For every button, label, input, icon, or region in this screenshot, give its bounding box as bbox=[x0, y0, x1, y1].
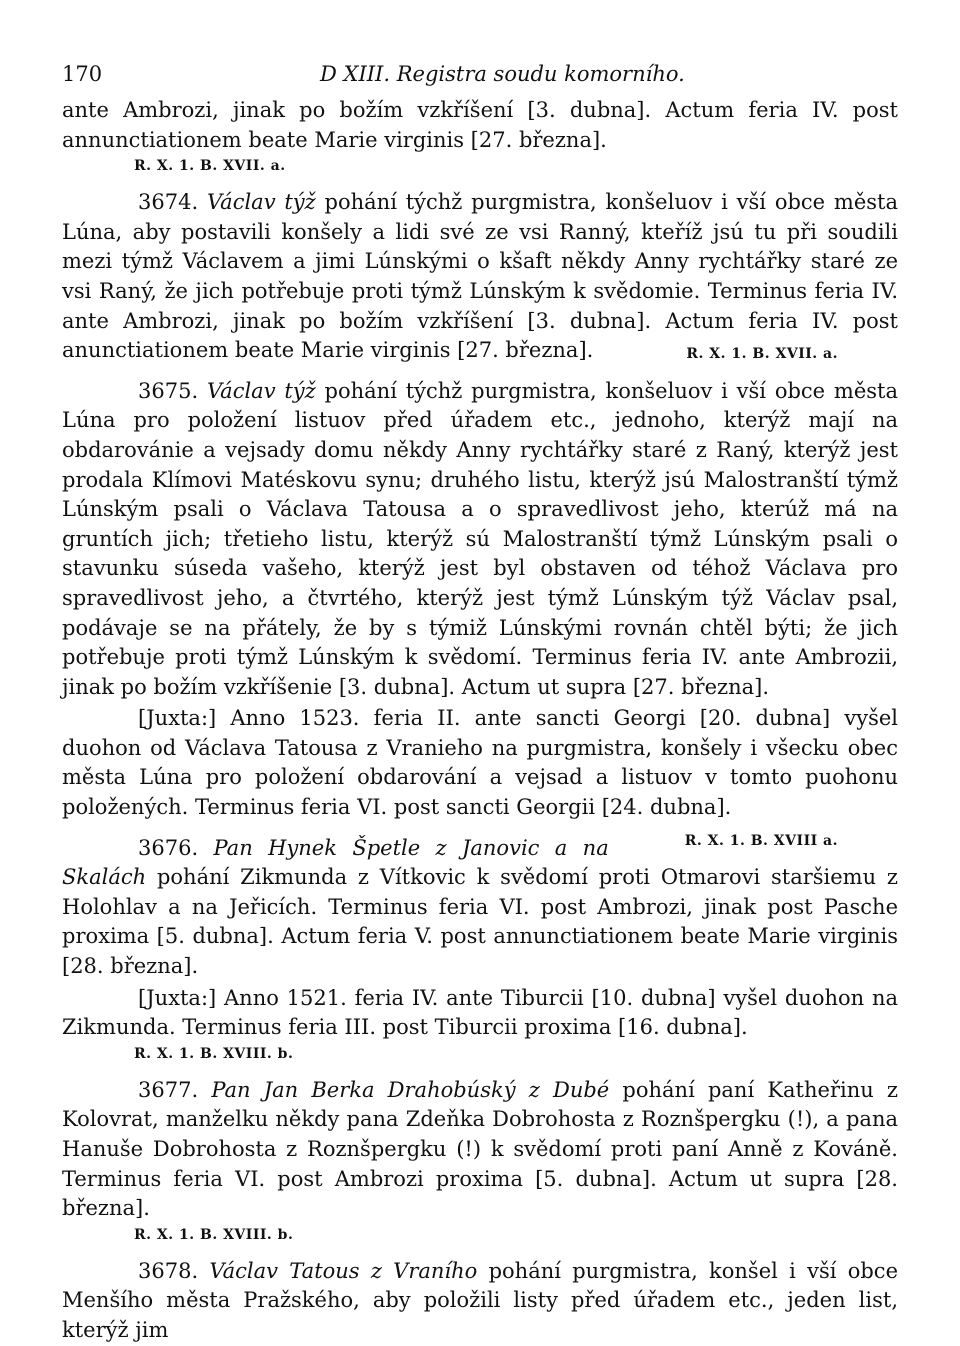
source-reference: R. X. 1. B. XVIII. b. bbox=[134, 1045, 294, 1062]
entry-3675 bbox=[62, 377, 898, 703]
entry-number: 3678. bbox=[138, 1258, 199, 1283]
source-reference: R. X. 1. B. XVIII. b. bbox=[134, 1226, 294, 1243]
entry-number: 3675. bbox=[138, 378, 199, 403]
juxta-text: [Juxta:] Anno 1521. feria IV. ante Tiburcii [10. dubna] vyšel duohon na Zikmunda. Terminus feria III. post Tiburcii proxima [16. dubna]. bbox=[62, 985, 898, 1040]
entry-person: Václav týž bbox=[206, 190, 316, 215]
entry-text: pohání purgmistra, konšel i vší obce Menšího města Pražského, aby položili listy před úřadem etc., jeden list, kterýž jim bbox=[62, 1258, 898, 1342]
entry-number: 3676. bbox=[138, 835, 199, 860]
entry-text: pohání Zikmunda z Vítkovic k svědomí proti Otmarovi staršiemu z Holohlav a na Jeřicích. Terminus feria VI. post Ambrozi, jinak post Pasche proxima [5. dubna]. Actum feria V. post annunctiationem beate Marie virginis [28. března]. bbox=[62, 865, 898, 979]
entry-3674 bbox=[62, 188, 898, 366]
entry-person: Václav týž bbox=[206, 378, 316, 403]
juxta-text: [Juxta:] Anno 1523. feria II. ante sancti Georgi [20. dubna] vyšel duohon od Václava Tatousa z Vranieho na purgmistra, konšely i všecku obec města Lúna pro položení obdarování a vejsad a listuov v tomto puohonu položených. Terminus feria VI. post sancti Georgii [24. dubna]. bbox=[62, 706, 898, 820]
entry-number: 3674. bbox=[138, 190, 199, 215]
source-reference: R. X. 1. B. XVII. a. bbox=[134, 158, 286, 175]
entry-person: Pan Hynek Špetle z Janovic a na Skalách bbox=[62, 835, 609, 890]
entry-text: pohání paní Katheřinu z Kolovrat, manželku někdy pana Zdeňka Dobrohosta z Roznšpergku (!), a pana Hanuše Dobrohosta z Roznšpergku (!) k svědomí proti paní Anně z Kováně. Terminus feria VI. post Ambrozi proxima [5. dubna]. Actum ut supra [28. března]. bbox=[62, 1077, 898, 1221]
running-title: D XIII. Registra soudu komorního. bbox=[320, 62, 685, 86]
entry-person: Pan Jan Berka Drahobúský z Dubé bbox=[211, 1077, 610, 1102]
entry-continuation bbox=[62, 96, 898, 155]
juxta-note bbox=[62, 984, 898, 1043]
entry-text: pohání týchž purgmistra, konšeluov i vší obce města Lúna, aby postavili konšely a lidi své ze vsi Ranný, kteříž jsú tu při soudili mezi týmž Václavem a jimi Lúnskými o kšaft někdy Anny rychtářky staré ze vsi Raný, že jich potřebuje proti týmž Lúnským k svědomie. Terminus feria IV. ante Ambrozi, jinak po božím vzkříšení [3. dubna]. Actum feria IV. post anunctiationem beate Marie virginis [27. března]. bbox=[62, 190, 898, 363]
source-reference: R. X. 1. B. XVIII a. bbox=[684, 832, 838, 849]
page-header bbox=[62, 56, 898, 86]
entry-3678 bbox=[62, 1257, 898, 1346]
entry-text: ante Ambrozi, jinak po božím vzkříšení [3. dubna]. Actum feria IV. post annunctiationem beate Marie virginis [27. března]. bbox=[62, 98, 898, 152]
entry-text: pohání týchž purgmistra, konšeluov i vší obce města Lúna pro položení listuov před úřadem etc., jednoho, kterýž mají na obdarovánie a vejsady domu někdy Anny rychtářky staré z Raný, kterýž jest prodala Klímovi Matéskovu synu; druhého listu, kterýž jsú Malostranští týmž Lúnským psali o Václava Tatousa a o spravedlivost jeho, kterúž má na gruntích jich; třetieho listu, kterýž sú Malostranští týmž Lúnským psali o stavunku súseda vašeho, kterýž jest byl obstaven od téhož Václava pro spravedlivost jeho, a čtvrtého, kterýž jest týmž Lúnským týž Václav psal, podávaje se na přátely, že by s týmiž Lúnskými rovnán chtěl býti; že jich potřebuje proti týmž Lúnským k svědomí. Terminus feria IV. ante Ambrozii, jinak po božím vzkříšenie [3. dubna]. Actum ut supra [27. března]. bbox=[62, 378, 898, 699]
entry-3677 bbox=[62, 1076, 898, 1224]
entry-person: Václav Tatous z Vraního bbox=[209, 1258, 478, 1283]
entry-number: 3677. bbox=[138, 1077, 199, 1102]
source-reference: R. X. 1. B. XVII. a. bbox=[686, 346, 838, 363]
page-number: 170 bbox=[62, 62, 103, 86]
